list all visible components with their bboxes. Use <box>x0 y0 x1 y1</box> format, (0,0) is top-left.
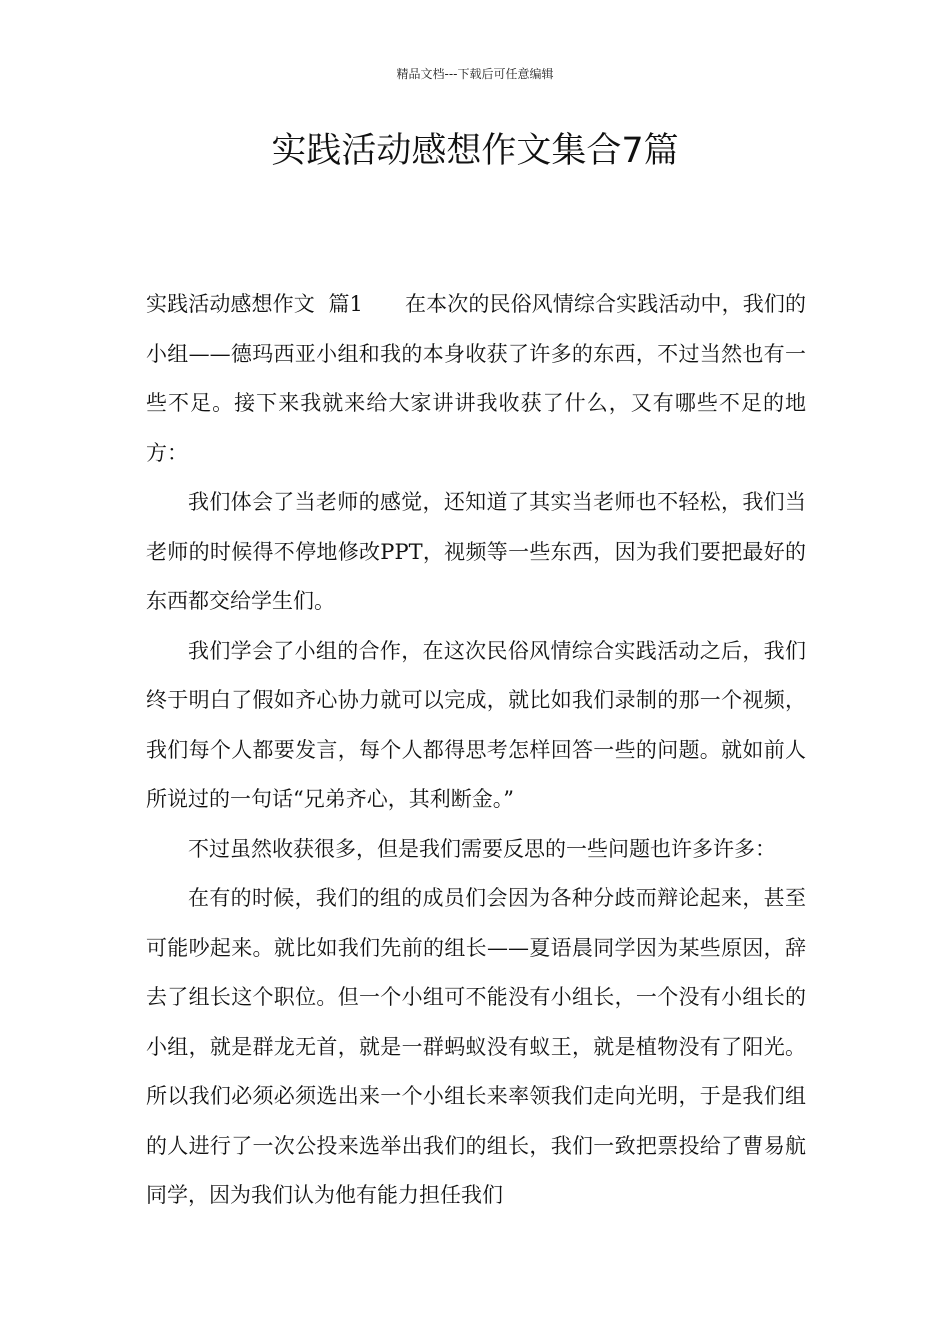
paragraph-5: 在有的时候，我们的组的成员们会因为各种分歧而辩论起来，甚至可能吵起来。就比如我们先前的组长——夏语晨同学因为某些原因，辞去了组长这个职位。但一个小组可不能没有小组长，一个没有小组长的小组，就是群龙无首，就是一群蚂蚁没有蚁王，就是植物没有了阳光。所以我们必须必须选出来一个小组长来率领我们走向光明，于是我们组的人进行了一次公投来选举出我们的组长，我们一致把票投给了曹易航同学，因为我们认为他有能力担任我们 <box>146 886 806 1207</box>
article-label: 实践活动感想作文 篇1 <box>146 292 363 316</box>
document-title: 实践活动感想作文集合7篇 <box>271 131 679 171</box>
paragraph-2: 我们体会了当老师的感觉，还知道了其实当老师也不轻松，我们当老师的时候得不停地修改PPT，视频等一些东西，因为我们要把最好的东西都交给学生们。 <box>146 490 806 613</box>
paragraph-1 <box>146 280 806 478</box>
paragraph-4: 不过虽然收获很多，但是我们需要反思的一些问题也许多许多： <box>188 836 776 861</box>
paragraph-1-text: 在本次的民俗风情综合实践活动中，我们的小组——德玛西亚小组和我的本身收获了许多的东西，不过当然也有一些不足。接下来我就来给大家讲讲我收获了什么，又有哪些不足的地方： <box>146 292 806 465</box>
paragraph-3: 我们学会了小组的合作，在这次民俗风情综合实践活动之后，我们终于明白了假如齐心协力就可以完成，就比如我们录制的那一个视频，我们每个人都要发言，每个人都得思考怎样回答一些的问题。就如前人所说过的一句话“兄弟齐心，其利断金。” <box>146 638 806 811</box>
document-body <box>146 280 806 1221</box>
header-note: 精品文档---下载后可任意编辑 <box>396 67 554 81</box>
